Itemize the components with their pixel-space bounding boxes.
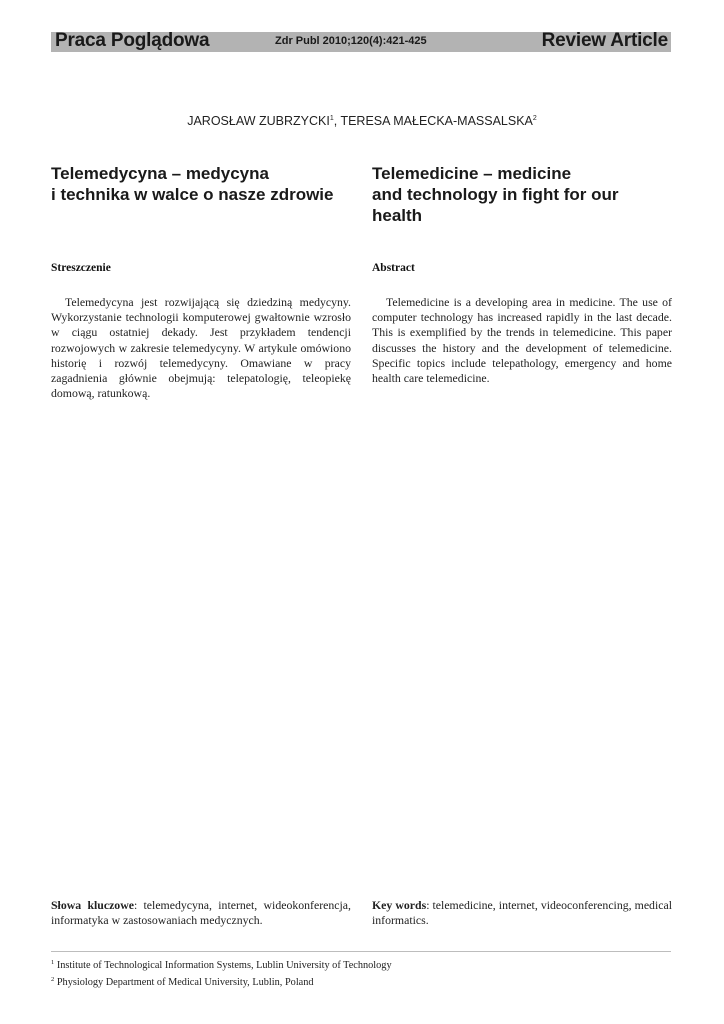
footnote-number: 1 bbox=[51, 959, 55, 966]
author-name: TERESA MAŁECKA-MASSALSKA bbox=[340, 114, 533, 128]
title-line: Telemedicine – medicine bbox=[372, 164, 572, 183]
keywords-text: : telemedicine, internet, videoconferencing, medical informatics. bbox=[372, 898, 672, 928]
title-line: and technology in fight for our bbox=[372, 185, 619, 204]
article-type-english: Review Article bbox=[541, 30, 668, 51]
footnote-number: 2 bbox=[51, 975, 55, 983]
author-separator: , bbox=[333, 114, 341, 128]
english-keywords bbox=[372, 898, 672, 928]
keywords-label: Key words bbox=[372, 898, 427, 912]
polish-title bbox=[51, 163, 333, 205]
journal-header-bar bbox=[51, 32, 671, 52]
keywords-label: Słowa kluczowe bbox=[51, 898, 134, 912]
author-name: JAROSŁAW ZUBRZYCKI bbox=[187, 114, 330, 128]
author-list bbox=[0, 114, 724, 128]
polish-keywords bbox=[51, 898, 351, 928]
title-line: i technika w walce o nasze zdrowie bbox=[51, 185, 334, 204]
journal-citation: Zdr Publ 2010;120(4):421-425 bbox=[275, 35, 427, 47]
english-title bbox=[372, 163, 618, 226]
footnote-text: Institute of Technological Information Systems, Lublin University of Technology bbox=[54, 960, 392, 971]
english-abstract bbox=[372, 295, 672, 386]
keywords-text: : telemedycyna, internet, wideokonferencja, informatyka w zastosowaniach medycznych. bbox=[51, 898, 351, 928]
affiliation-marker: 2 bbox=[532, 115, 537, 122]
title-line: health bbox=[372, 206, 423, 225]
footnote-text: Physiology Department of Medical University, Lublin, Poland bbox=[54, 976, 314, 988]
affiliation-marker: 1 bbox=[329, 115, 334, 122]
polish-section-heading: Streszczenie bbox=[51, 262, 111, 274]
footnote bbox=[51, 973, 392, 990]
article-type-polish: Praca Poglądowa bbox=[55, 30, 210, 51]
footnotes bbox=[51, 956, 392, 989]
polish-abstract bbox=[51, 295, 351, 401]
footnote-divider bbox=[51, 951, 671, 952]
english-section-heading: Abstract bbox=[372, 262, 415, 274]
abstract-paragraph: Telemedycyna jest rozwijającą się dziedziną medycyny. Wykorzystanie technologii komputerowej gwałtownie wzrosło w ciągu ostatniej dekady. Jest przykładem tendencji rozwojowych w zakresie telemedycyny. W artykule omówiono historię i rozwój telemedycyny. Omawiane w pracy zagadnienia głównie obejmują: telepatologię, teleopiekę domową, ratunkową. bbox=[51, 295, 351, 401]
title-line: Telemedycyna – medycyna bbox=[51, 164, 269, 183]
abstract-paragraph: Telemedicine is a developing area in medicine. The use of computer technology has increased rapidly in the last decade. This is exemplified by the trends in telemedicine. This paper discusses the history and the development of telemedicine. Specific topics include telepathology, emergency and home health care telemedicine. bbox=[372, 295, 672, 386]
footnote bbox=[51, 956, 392, 973]
